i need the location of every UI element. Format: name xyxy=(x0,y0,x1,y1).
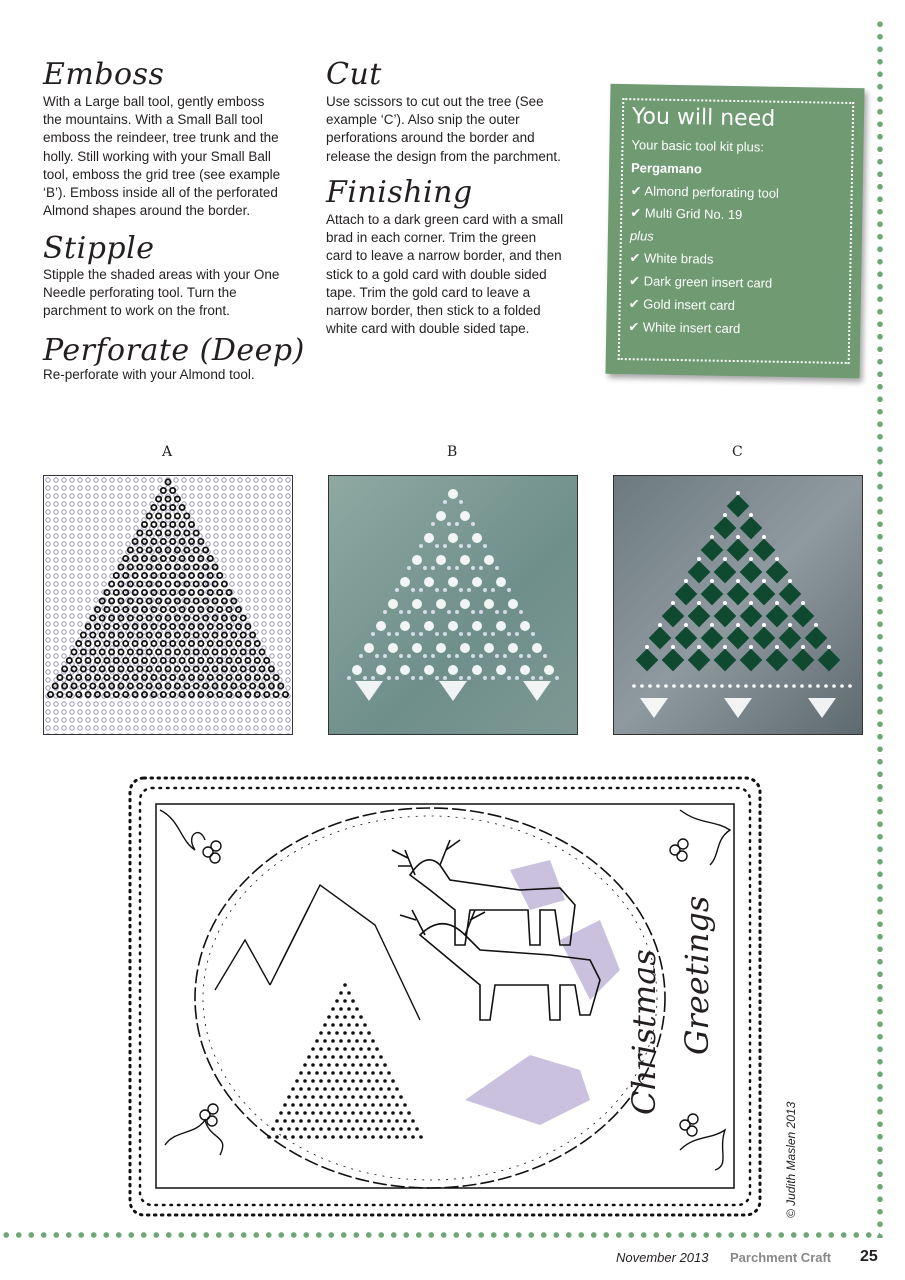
need-tool-2: ✔ Multi Grid No. 19 xyxy=(630,205,743,223)
cut-heading: Cut xyxy=(326,57,382,92)
example-label-c: C xyxy=(732,444,743,460)
example-c-image xyxy=(613,475,863,735)
cut-tree xyxy=(614,476,862,734)
need-item-2: ✔ Dark green insert card xyxy=(628,273,773,291)
greeting-christmas: Christmas xyxy=(625,949,663,1115)
stipple-heading: Stipple xyxy=(43,231,155,266)
need-item-4: ✔ White insert card xyxy=(628,319,741,337)
dotted-border-right xyxy=(876,18,884,1238)
need-item-3: ✔ Gold insert card xyxy=(628,296,736,314)
footer-magazine: Parchment Craft xyxy=(730,1250,832,1265)
footer-date: November 2013 xyxy=(616,1250,709,1265)
need-brand: Pergamano xyxy=(630,160,703,177)
example-label-a: A xyxy=(162,444,173,460)
need-heading: You will need xyxy=(631,104,776,132)
need-intro: Your basic tool kit plus: xyxy=(631,137,765,155)
greeting-greetings: Greetings xyxy=(678,895,716,1055)
you-will-need-panel xyxy=(605,84,864,378)
perforate-heading: Perforate (Deep) xyxy=(43,333,305,368)
stipple-text: Stipple the shaded areas with your One Needle perforating tool. Turn the parchment to work on the front. xyxy=(43,267,280,319)
finishing-heading: Finishing xyxy=(326,175,473,210)
need-tool-1: ✔ Almond perforating tool xyxy=(630,183,780,201)
perforate-text: Re-perforate with your Almond tool. xyxy=(43,367,255,382)
card-pattern xyxy=(120,770,770,1225)
footer-page-number: 25 xyxy=(860,1248,878,1265)
example-label-b: B xyxy=(447,444,458,460)
copyright-notice: © Judith Maslen 2013 xyxy=(784,1101,798,1218)
need-plus: plus xyxy=(629,228,654,244)
cut-text: Use scissors to cut out the tree (See example ‘C’). Also snip the outer perforations around the border and release the design from the parchment. xyxy=(326,94,561,164)
example-b-image xyxy=(328,475,578,735)
card-pattern-drawing xyxy=(120,770,770,1225)
dotted-border-bottom xyxy=(0,1231,880,1239)
pattern-grid-tree xyxy=(44,476,292,734)
emboss-text: With a Large ball tool, gently emboss the mountains. With a Small Ball tool emboss the reindeer, tree trunk and the holly. Still working with your Small Ball tool, emboss the grid tree (see example ‘B’). Emboss inside all of the perforated Almond shapes around the border. xyxy=(43,94,281,219)
finishing-text: Attach to a dark green card with a small brad in each corner. Trim the green card to leave a narrow border, and then stick to a gold card with double sided tape. Trim the gold card to leave a narrow border, then stick to a folded white card with double sided tape. xyxy=(326,212,564,337)
example-a-image xyxy=(43,475,293,735)
need-item-1: ✔ White brads xyxy=(629,250,714,267)
embossed-tree xyxy=(329,476,577,734)
emboss-heading: Emboss xyxy=(43,57,165,92)
